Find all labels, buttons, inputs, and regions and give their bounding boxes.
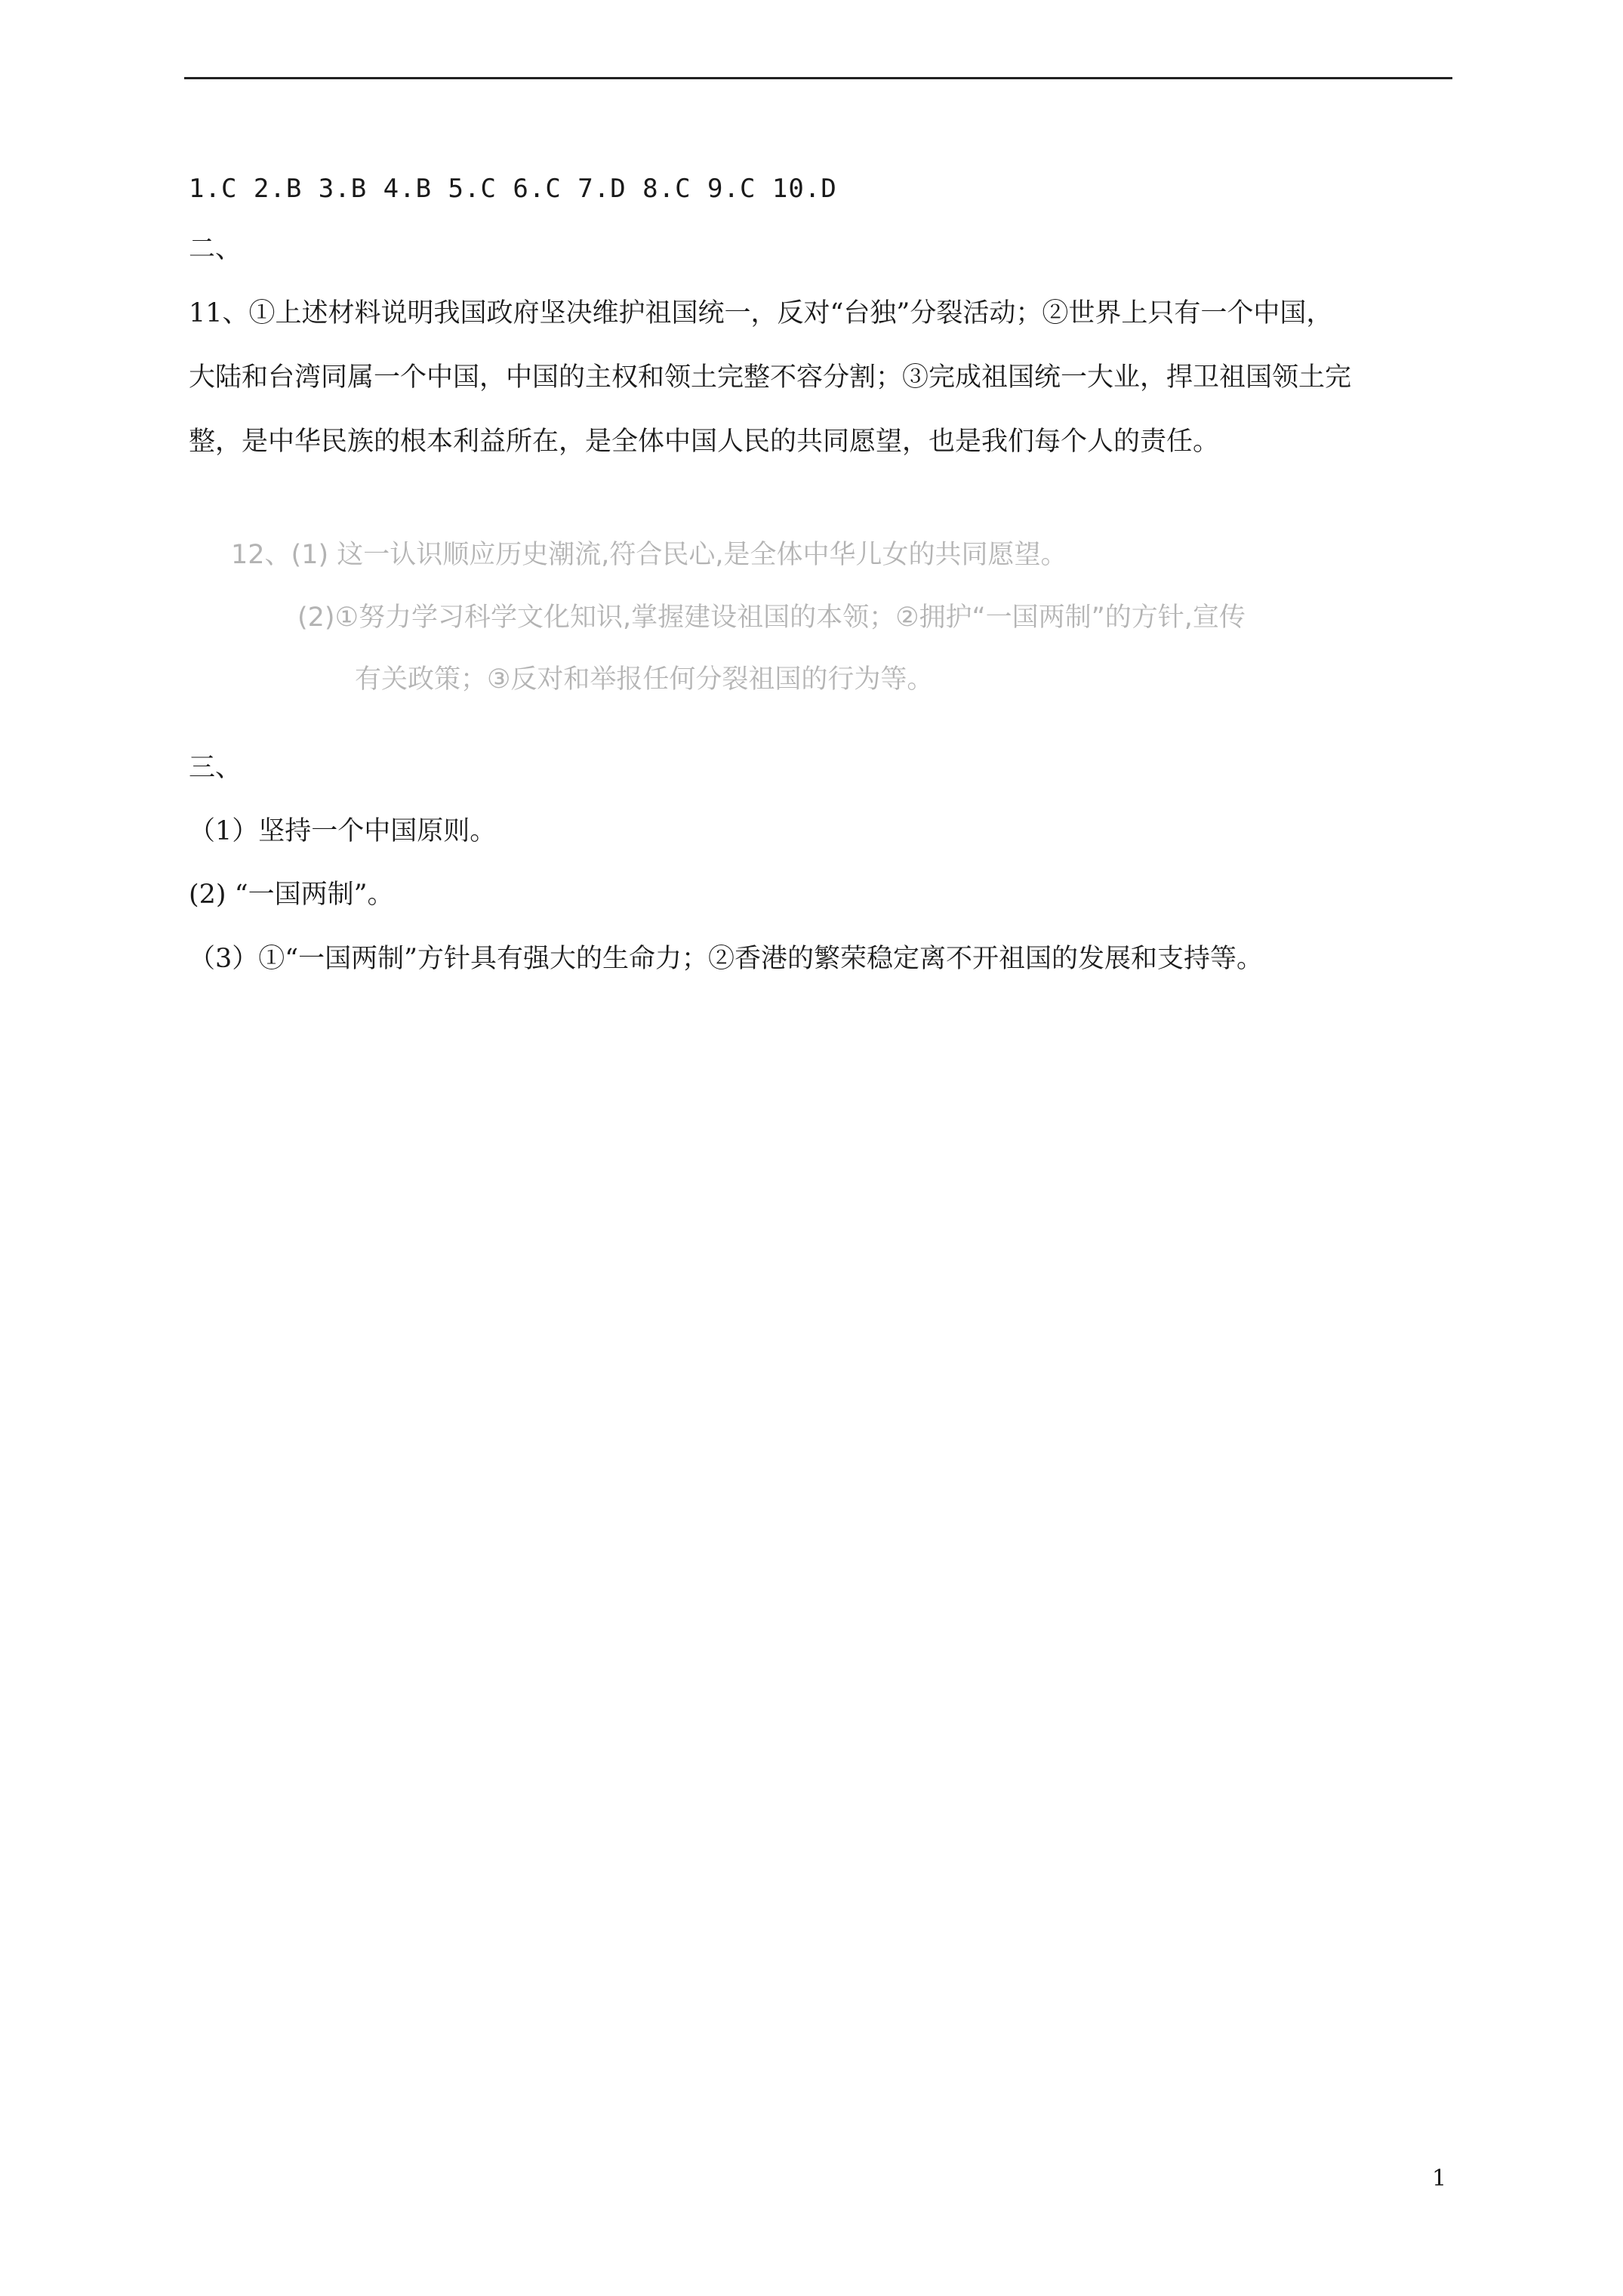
section-two-heading: 二、: [189, 234, 242, 264]
section-three-heading: 三、: [189, 753, 242, 783]
section-three-item-2: (2) “一国两制”。: [189, 880, 394, 910]
header-rule: [184, 77, 1452, 79]
q12-faded-line-3: 有关政策；③反对和举报任何分裂祖国的行为等。: [355, 664, 934, 695]
section-three-item-3: （3）①“一国两制”方针具有强大的生命力；②香港的繁荣稳定离不开祖国的发展和支持等。: [189, 944, 1264, 974]
page-number: 1: [1432, 2165, 1447, 2192]
q11-line-2: 大陆和台湾同属一个中国，中国的主权和领土完整不容分割；③完成祖国统一大业，捍卫祖国领土完: [189, 362, 1352, 393]
q11-line-3: 整，是中华民族的根本利益所在，是全体中国人民的共同愿望，也是我们每个人的责任。: [189, 427, 1220, 457]
q12-faded-line-2: (2)①努力学习科学文化知识,掌握建设祖国的本领；②拥护“一国两制”的方针,宣传: [297, 603, 1246, 633]
q12-faded-line-1: 12、(1) 这一认识顺应历史潮流,符合民心,是全体中华儿女的共同愿望。: [231, 540, 1067, 570]
section-three-item-1: （1）坚持一个中国原则。: [189, 816, 497, 846]
choice-answers: 1.C 2.B 3.B 4.B 5.C 6.C 7.D 8.C 9.C 10.D: [189, 174, 837, 204]
q11-line-1: 11、①上述材料说明我国政府坚决维护祖国统一，反对“台独”分裂活动；②世界上只有一个中国，: [189, 298, 1333, 328]
